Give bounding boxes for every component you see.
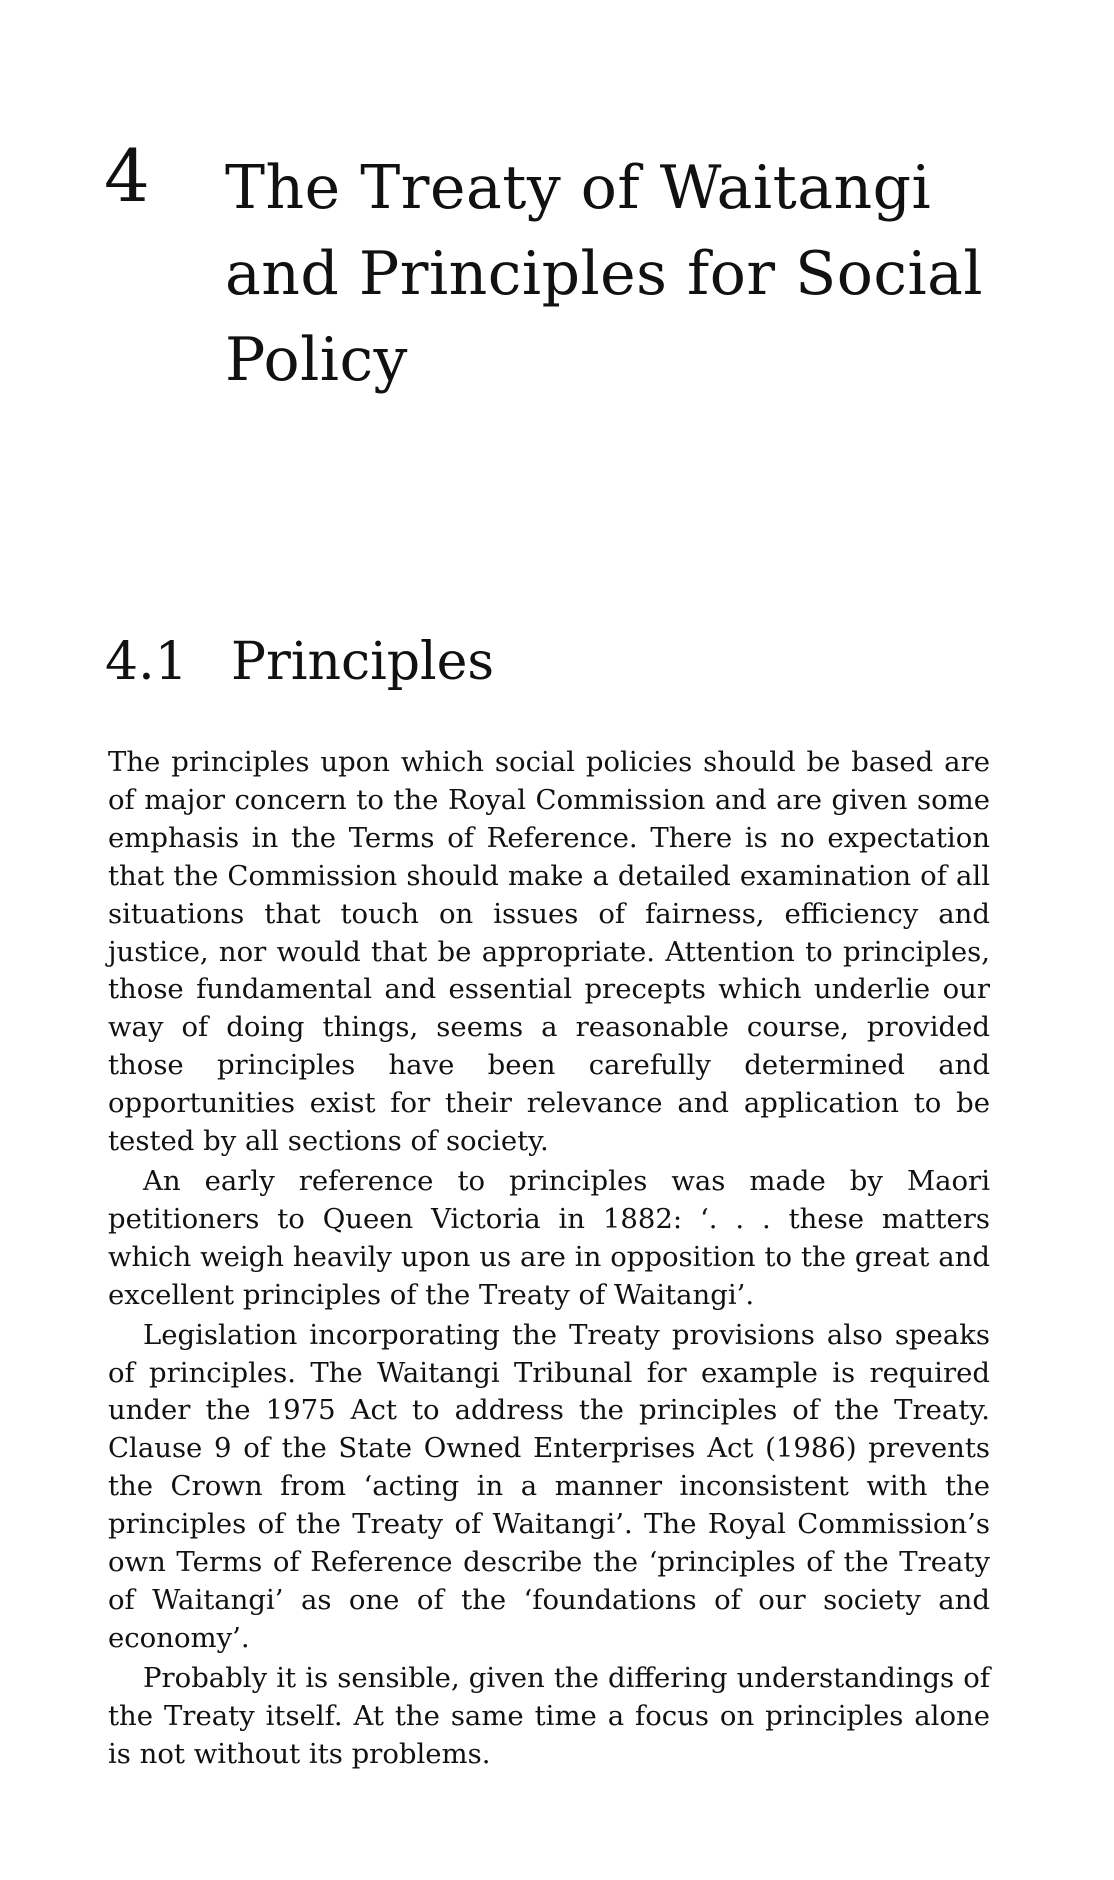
section-number: 4.1 bbox=[105, 632, 188, 692]
chapter-title-line: and Principles for Social bbox=[225, 239, 984, 309]
paragraph: Probably it is sensible, given the differing understandings of the Treaty itself. At the same time a focus on principles alone is not without its problems. bbox=[108, 1661, 990, 1770]
paragraph: Legislation incorporating the Treaty provisions also speaks of principles. The Waitangi Tribunal for example is required under the 1975 Act to address the principles of the Treaty. Clause 9 of the State Owned Enterprises Act (1986) prevents the Crown from ‘acting in a manner inconsistent with the principles of the Treaty of Waitangi’. The Royal Commission’s own Terms of Reference describe the ‘principles of the Treaty of Waitangi’ as one of the ‘foundations of our society and economy’. bbox=[108, 1318, 990, 1654]
chapter-number: 4 bbox=[104, 134, 150, 218]
section-heading bbox=[105, 632, 495, 692]
chapter-title-line: Policy bbox=[225, 325, 408, 395]
chapter-title bbox=[225, 145, 1025, 403]
section-title: Principles bbox=[231, 632, 495, 692]
chapter-title-line: The Treaty of Waitangi bbox=[225, 153, 932, 223]
paragraph: An early reference to principles was made by Maori petitioners to Queen Victoria in 1882: ‘. . . these matters which weigh heavily upon us are in opposition to the great and excellent principles of the Treaty of Waitangi’. bbox=[108, 1164, 990, 1311]
body-text bbox=[108, 744, 990, 1773]
paragraph: The principles upon which social policies should be based are of major concern to the Royal Commission and are given some emphasis in the Terms of Reference. There is no expectation that the Commission should make a detailed examination of all situations that touch on issues of fairness, efficiency and justice, nor would that be appropriate. Attention to principles, those fundamental and essential precepts which underlie our way of doing things, seems a reasonable course, provided those principles have been carefully determined and opportunities exist for their relevance and application to be tested by all sections of society. bbox=[108, 746, 990, 1158]
